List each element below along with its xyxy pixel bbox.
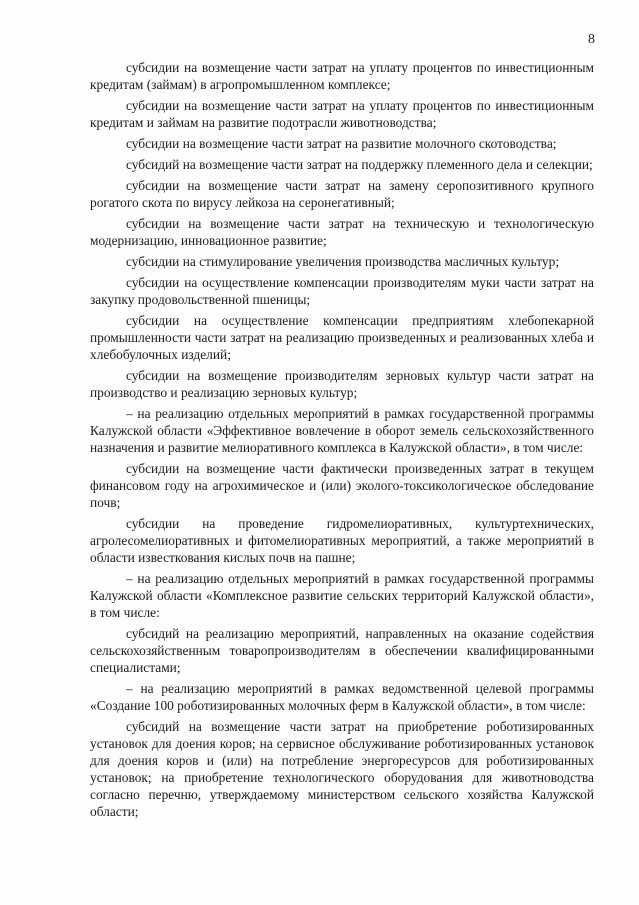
paragraph: – на реализацию отдельных мероприятий в рамках государственной программы Калужской области «Эффективное вовлечение в оборот земель сельскохозяйственного назначения и развитие мелиоративного комплекса в Калужской области», в том числе:	[90, 406, 594, 455]
paragraph: субсидий на возмещение части затрат на приобретение роботизированных установок для доения коров; на сервисное обслуживание роботизированных установок для доения коров и (или) на потребление энергоресурсов для роботизированных установок; на приобретение технологического оборудования для животноводства согласно перечню, утверждаемому министерством сельского хозяйства Калужской области;	[90, 719, 594, 819]
paragraph: субсидии на осуществление компенсации предприятиям хлебопекарной промышленности части затрат на реализацию произведенных и реализованных хлеба и хлебобулочных изделий;	[90, 313, 594, 362]
paragraph: субсидии на стимулирование увеличения производства масличных культур;	[126, 254, 560, 269]
paragraph: – на реализацию мероприятий в рамках ведомственной целевой программы «Создание 100 роботизированных молочных ферм в Калужской области», в том числе:	[90, 681, 594, 713]
paragraph: субсидии на проведение гидромелиоративных, культуртехнических, агролесомелиоративных и фитомелиоративных мероприятий, а также мероприятий в области известкования кислых почв на пашне;	[90, 516, 594, 565]
page-number: 8	[588, 32, 595, 47]
paragraph: субсидии на осуществление компенсации производителям муки части затрат на закупку продовольственной пшеницы;	[90, 275, 594, 307]
paragraph: субсидии на возмещение части затрат на уплату процентов по инвестиционным кредитам (займам) в агропромышленном комплексе;	[90, 60, 594, 92]
paragraph: субсидии на возмещение части затрат на развитие молочного скотоводства;	[126, 136, 557, 151]
paragraph: субсидии на возмещение части фактически произведенных затрат в текущем финансовом году на агрохимическое и (или) эколого-токсикологическое обследование почв;	[90, 461, 594, 510]
paragraph: субсидии на возмещение производителям зерновых культур части затрат на производство и реализацию зерновых культур;	[90, 368, 594, 400]
paragraph: субсидии на возмещение части затрат на уплату процентов по инвестиционным кредитам и займам на развитие подотрасли животноводства;	[90, 98, 594, 130]
paragraph: – на реализацию отдельных мероприятий в рамках государственной программы Калужской области «Комплексное развитие сельских территорий Калужской области», в том числе:	[90, 571, 594, 620]
paragraph: субсидии на возмещение части затрат на замену серопозитивного крупного рогатого скота по вирусу лейкоза на серонегативный;	[90, 178, 594, 210]
document-body	[90, 59, 594, 824]
paragraph: субсидий на реализацию мероприятий, направленных на оказание содействия сельскохозяйственным товаропроизводителям в обеспечении квалифицированными специалистами;	[90, 626, 594, 675]
paragraph: субсидий на возмещение части затрат на поддержку племенного дела и селекции;	[126, 157, 593, 172]
paragraph: субсидии на возмещение части затрат на техническую и технологическую модернизацию, инновационное развитие;	[90, 216, 594, 248]
